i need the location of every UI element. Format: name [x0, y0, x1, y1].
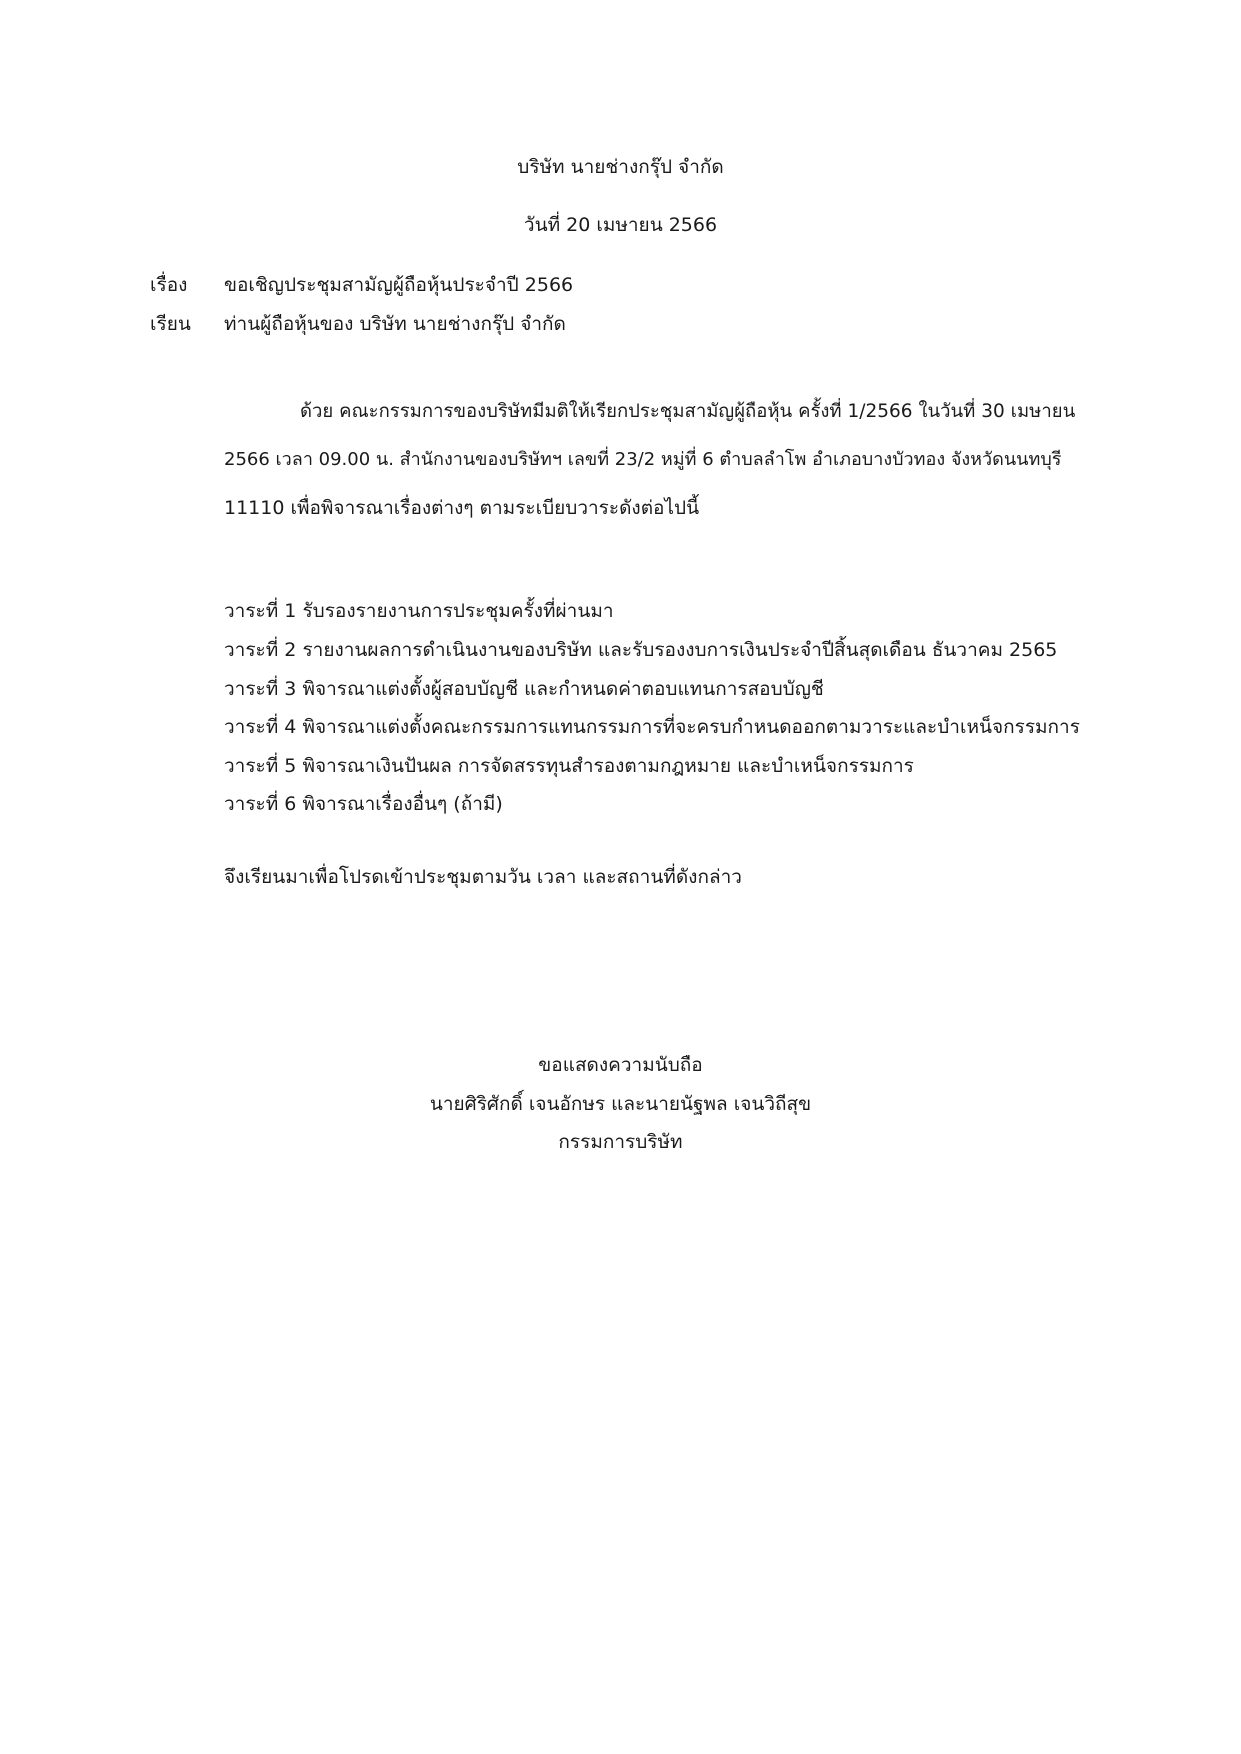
agenda-item-6: วาระที่ 6 พิจารณาเรื่องอื่นๆ (ถ้ามี) — [224, 793, 503, 815]
company-name: บริษัท นายช่างกรุ๊ป จำกัด — [517, 156, 724, 178]
signature-position: กรรมการบริษัท — [558, 1131, 683, 1153]
closing-text: จึงเรียนมาเพื่อโปรดเข้าประชุมตามวัน เวลา และสถานที่ดังกล่าว — [224, 866, 742, 888]
subject-label: เรื่อง — [150, 274, 188, 296]
agenda-item-2: วาระที่ 2 รายงานผลการดำเนินงานของบริษัท และรับรองงบการเงินประจำปีสิ้นสุดเดือน ธันวาคม 2565 — [224, 639, 1058, 661]
letter-date: วันที่ 20 เมษายน 2566 — [523, 214, 718, 236]
body-line-3: 11110 เพื่อพิจารณาเรื่องต่างๆ ตามระเบียบวาระดังต่อไปนี้ — [224, 497, 700, 519]
body-line-1: ด้วย คณะกรรมการของบริษัทมีมติให้เรียกประชุมสามัญผู้ถือหุ้น ครั้งที่ 1/2566 ในวันที่ 30 เมษายน — [300, 401, 1076, 422]
agenda-item-4: วาระที่ 4 พิจารณาแต่งตั้งคณะกรรมการแทนกรรมการที่จะครบกำหนดออกตามวาระและบำเหน็จกรรมการ — [224, 716, 1080, 738]
agenda-item-5: วาระที่ 5 พิจารณาเงินปันผล การจัดสรรทุนสำรองตามกฎหมาย และบำเหน็จกรรมการ — [224, 755, 914, 777]
recipient-text: ท่านผู้ถือหุ้นของ บริษัท นายช่างกรุ๊ป จำกัด — [224, 313, 566, 335]
body-line-2: 2566 เวลา 09.00 น. สำนักงานของบริษัทฯ เลขที่ 23/2 หมู่ที่ 6 ตำบลลำโพ อำเภอบางบัวทอง จังหวัดนนทบุรี — [224, 449, 1062, 470]
agenda-item-1: วาระที่ 1 รับรองรายงานการประชุมครั้งที่ผ่านมา — [224, 600, 614, 622]
subject-text: ขอเชิญประชุมสามัญผู้ถือหุ้นประจำปี 2566 — [224, 274, 574, 296]
recipient-label: เรียน — [150, 313, 191, 335]
signature-regards: ขอแสดงความนับถือ — [538, 1054, 703, 1076]
agenda-item-3: วาระที่ 3 พิจารณาแต่งตั้งผู้สอบบัญชี และกำหนดค่าตอบแทนการสอบบัญชี — [224, 678, 824, 700]
signature-names: นายศิริศักดิ์ เจนอักษร และนายนัฐพล เจนวิถีสุข — [429, 1093, 812, 1115]
